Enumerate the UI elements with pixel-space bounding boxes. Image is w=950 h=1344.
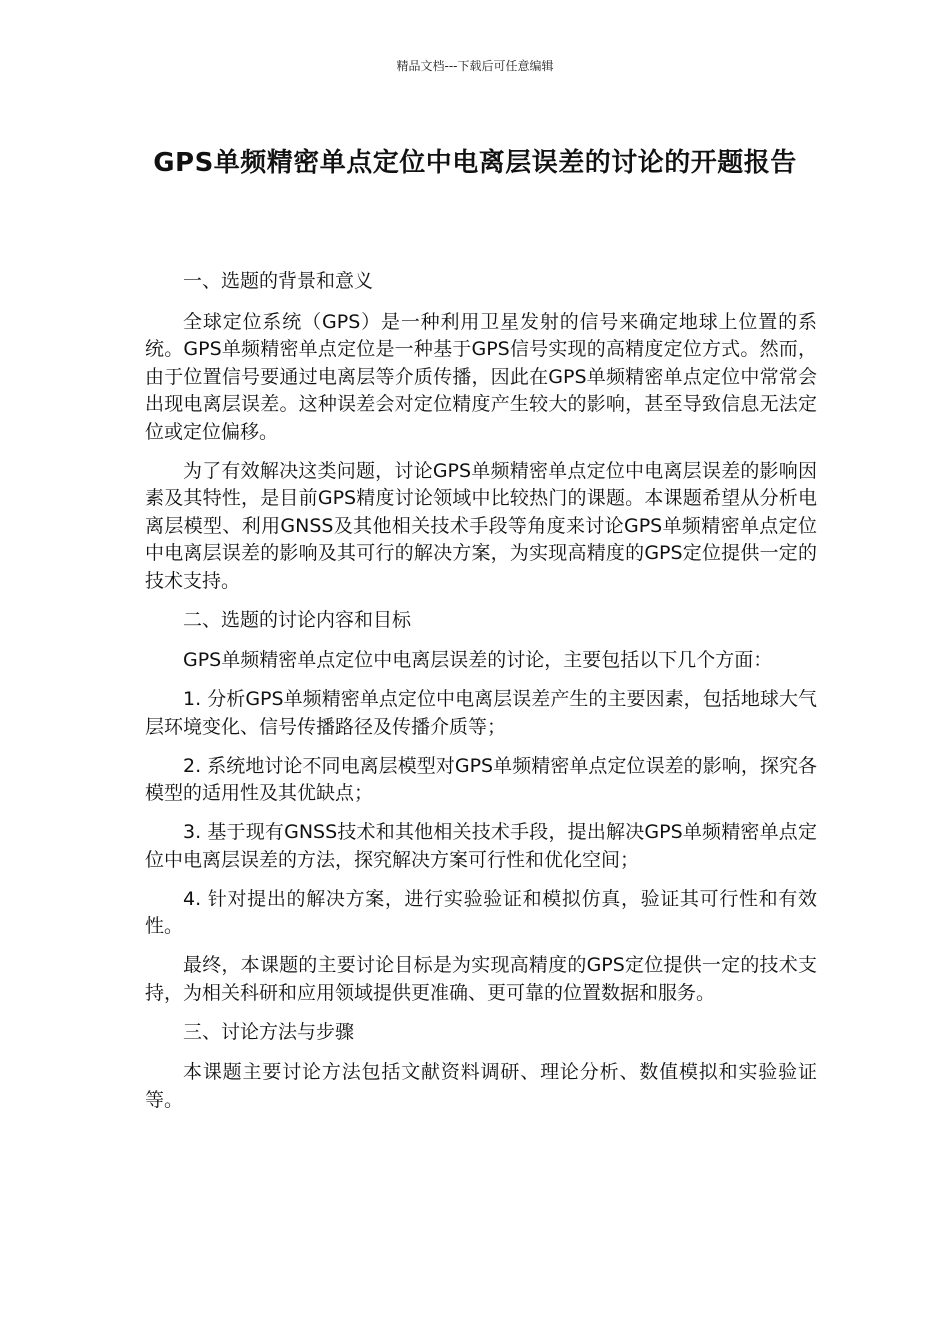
document-title: GPS单频精密单点定位中电离层误差的讨论的开题报告 (153, 148, 797, 178)
paragraph: GPS单频精密单点定位中电离层误差的讨论，主要包括以下几个方面： (183, 649, 773, 671)
section-heading-background: 一、选题的背景和意义 (183, 270, 374, 292)
paragraph: 为了有效解决这类问题，讨论GPS单频精密单点定位中电离层误差的影响因素及其特性，是目前GPS精度讨论领域中比较热门的课题。本课题希望从分析电离层模型、利用GNSS及其他相关技术手段等角度来讨论GPS单频精密单点定位中电离层误差的影响及其可行的解决方案，为实现高精度的GPS定位提供一定的技术支持。 (145, 459, 817, 592)
document-body (145, 268, 817, 1126)
list-item: 3. 基于现有GNSS技术和其他相关技术手段，提出解决GPS单频精密单点定位中电离层误差的方法，探究解决方案可行性和优化空间； (145, 821, 817, 871)
section-heading-method: 三、讨论方法与步骤 (183, 1020, 355, 1043)
page-header: 精品文档---下载后可任意编辑 (396, 59, 554, 73)
list-item: 1. 分析GPS单频精密单点定位中电离层误差产生的主要因素，包括地球大气层环境变化、信号传播路径及传播介质等； (145, 688, 817, 738)
paragraph: 全球定位系统（GPS）是一种利用卫星发射的信号来确定地球上位置的系统。GPS单频精密单点定位是一种基于GPS信号实现的高精度定位方式。然而，由于位置信号要通过电离层等介质传播，因此在GPS单频精密单点定位中常常会出现电离层误差。这种误差会对定位精度产生较大的影响，甚至导致信息无法定位或定位偏移。 (145, 310, 817, 443)
paragraph: 最终，本课题的主要讨论目标是为实现高精度的GPS定位提供一定的技术支持，为相关科研和应用领域提供更准确、更可靠的位置数据和服务。 (145, 954, 817, 1004)
paragraph: 本课题主要讨论方法包括文献资料调研、理论分析、数值模拟和实验验证等。 (145, 1061, 817, 1111)
list-item: 2. 系统地讨论不同电离层模型对GPS单频精密单点定位误差的影响，探究各模型的适用性及其优缺点； (145, 754, 817, 804)
section-heading-content: 二、选题的讨论内容和目标 (183, 608, 412, 631)
list-item: 4. 针对提出的解决方案，进行实验验证和模拟仿真，验证其可行性和有效性。 (145, 887, 817, 937)
